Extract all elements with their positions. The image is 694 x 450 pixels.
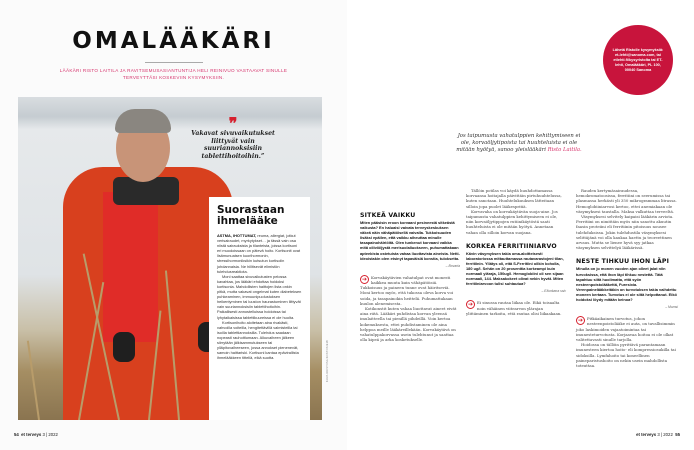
article-paragraph: Kortisonihoito aloitetaan aina rivakästi, vahvoilla voiteilla, hengitettävillä valmisteilla tai isoilla tablettiannoksilla. Tulehdus saadaan nopeasti rauhoittumaan. Alkuvaiheen jälkeen siirrytään jälkisammutukseen tai ylläpitovaiheeseen, jossa annokset pienenevät, samoin haittariski. Kortisoni kantaa epävirallista ihmelääkkeen titteliä, eikä suotta. [217,319,299,361]
column-1 [360,212,460,342]
answer-text: Pitkäaikainen turvotus, johon nesteenpoistolääke ei auta, on tavallisimmin joko laskimoiden vajaatoimintaa tai imunesteturvotusta. Korjaavaa hoitoa ei ole olkat valitettavasti sinulle tarjolla. [576,316,675,342]
photo-grass [27,341,40,420]
photo-shirt [103,192,158,342]
page-number: 54 [14,432,19,437]
reader-question: Miten pääsisin eroon korvaani pesineestä sitkeästä vaikusta? En haluaisi vaivata terveyskeskuksen väkeä näin vähäpätöisellä vaivalla. Tukkoisuuden lisäksi epäilen, että vaikku aiheuttaa minulle tasapainohäiriöitä. Olen tunkenut korvaani vaikka mitä oliiviöljystä merisuolaliuokseen, puhumattakaan apteekista ostetuista vahaa liuottavista aineista. Netti-ideoistakin olen etsinyt tapaväisiä konstia, tuloksetta. [360,220,460,261]
article-lead: ASTMA, IHOTTUMAT, [217,233,257,238]
answer-paragraph [576,316,678,342]
reader-signature: – Bovaria [445,263,460,268]
quote-text: Vakavat sivuvaikutukset liittyvät vain suuriannoksisiin tablettihoitoihin.” [191,130,275,160]
article-paragraph: Moni saattaa sivuvaikutusten pelossa kavahtaa, jos lääkäri ehdottaa hoidoksi kortisonia. Mahdollisten haittojen lista onkin pitkä, mutta vakavat ongelmat kuten diabeteksen puhkeaminen, immuunipuolustuksen heikentyminen tai luuston haurastuminen liittyvät vain suuriannoksisiin tablettihoitoihin. Paikallisesti annostelluissa hoidoissa tai lyhytaikaisissa tablettikuureissa ei ole huolta. [217,273,302,320]
section-heading: SITKEÄ VAIKKU [360,212,416,219]
title-divider [145,62,203,63]
contact-badge [603,25,673,95]
quote-mark-icon: ❞ [228,114,238,133]
arrow-right-icon: ➔ [467,301,474,309]
issue-number: 3 | 2022 [657,432,673,437]
reader-signature: – Ellunkana ssiv [541,289,566,294]
answer-paragraph: Väsymyksesi selvitely kaipaisi lääkärin arviota. Ferritiini on nimittäin myös niin sanottu akuutin faasin proteiini eli ferritiinin pitoisuus nousee tulehduksissa. Jokin tulehdustila väsymyksesi selittäjänä voi olla kaukaa haettu ja teoreettinen arvaus. Mutta se lienee hyvä syy jatkaa väsymyksen selvittelyä lääkärissä. [576,214,674,251]
section-title: OMALÄÄKÄRI [72,28,275,54]
magazine-name: et terveys [636,432,657,437]
column-3 [576,188,678,368]
answer-paragraph [466,300,566,316]
answer-paragraph: Korvavaha on korvakäytävän suoja-aine. Jos taipumusta vahatulppien kehittymiseen ei ole, niin korvaöljytippojen rutiinikäytöstä saati huuhteluista ei ole mitään hyötyä. Annetaan vahan olla silloin korvan suojana. [466,208,558,235]
answer-text: Korvakäytävien vahatulpat ovat monesti kaikkea muuta kuin vähäpätöisiä. Tukkoisuus ja paineen tunne ovat häiritseviä. Moni kertoo myös, että tukossa oleva korva voi soida, ja tasapainokin heittelä. Puhumattakaan kuulon alenemisesta. [360,274,454,306]
page-number: 55 [675,432,680,437]
photo-quote [188,114,278,160]
pull-quote-text: Jos taipumusta vahatulppien kehittymiseen ei ole, korvaöljytipoista tai huuhteluista ei ole mitään hyötyä, sanoo yleislääkäri [456,133,581,153]
reader-question: Kävin väsymyksen takia oma-aloitteisesti laboratoriossa mittauttamassa rautavarastojeni tilan, ferritiinin. Yllätys oli, että S-Ferritiini oilkin koholla, 180 ug/l. Sehän on 20 prosenttia korkeampi kuin normaali yläraja, 150ug/l. Hemoglobiini oli sen sijaan normaali, 144. Maksakokeet olivat nekin hyvät. Miten ferritiiniarvoon tulisi suhtautua? [466,250,564,287]
section-subtitle: LÄÄKÄRI RISTO LAITILA JA RAVITSEMUSASIANTUNTIJA HELI REINIVUO VASTAAVAT SINULLE TERVEYTTÄSI KOSKEVIIN KYSYMYKSIIN. [59,68,288,80]
answer-paragraph: Kotikonstit kuten vahaa liuottavat aineet eivät aina riitä. Lääkäri puhdistaa korvan yleensä imulaitteella tai pienillä pihdeillä. Voin kertoa kokemuksesta, ettei puhdistaminen ole aina helppoa meille lääkäreillekään. Korvakäytävä on vahatulppakorvassa usein tulehtunut ja saattaa olla kipeä ja arka kosketukselle. [360,305,457,343]
photo-glove [113,332,135,362]
article-heading: Suorastaan ihmelääke [217,204,285,227]
section-heading: NESTE TIHKUU IHON LÄPI [576,258,670,266]
arrow-right-icon: ➔ [577,317,584,325]
contact-text: Lähetä Ristolle kysymyksiä: et-lehti@sanoma.com, tai etlehti.fi/kysyristolta tai ET-lehti, Omalääkäri, PL 100, 00040 Sanoma [612,47,664,72]
article-box [209,197,310,420]
pull-quote-name: Risto Laitila. [547,147,582,153]
photo-hair [115,109,171,133]
pull-quote [455,133,583,154]
answer-paragraph: Hoidossa on tällöin pyrittävä parantamaan imunesteen kiertoa hoito- eli kompressiosukilla tai sidoksilla. Lymfahoito tai koneellinen paineparistushoito on nekin usein mahdollista toteuttaa. [576,342,676,368]
column-2 [466,188,566,316]
magazine-name: et terveys [21,432,42,437]
reader-signature: – Mumsi [665,305,678,310]
answer-paragraph: Rauden kertymäsairaudessa, hemokromatoosissa, ferritiini on seerumissa tai plasmassa herkästi yli 350 mikrogrammaa litrassa. Hemoglobiiniarvosi kertoo, ettei anemiakaan ole väsymyksesi taustalla. Maksa valkuttaa terveeltä. [576,188,677,214]
issue-number: 3 | 2022 [42,432,58,437]
answer-text: Ei sinussa rautaa liikaa ole. Eikä toisaalta noin vähäinen viitearvon ylärajan ylittäminen tarkoita, että rautaa olisi liikaakaan. [466,300,562,316]
answer-paragraph [360,275,460,306]
section-heading: KORKEA FERRITIINIARVO [466,242,557,250]
arrow-right-icon: ➔ [361,275,368,283]
photo-credit: KUVA KRISTIINA KONTONIEMI [326,340,329,383]
left-folio [14,432,58,437]
reader-question: Minulla on jo monen vuoden ajan olleet jalat niin turvoksissa, että ihon läpi tihkuu nestettä. Tätä tapahtuu siitä huolimatta, että syön nesteenpoistolääkettä, Furesixia. Verenpainelääkkeitäkin on turvotuksen takia vaihdettu moneen kertaan. Turvotus ei ole siitä helpottanut. Eikö hoidoksi löydy mitään keinoa? [576,266,677,302]
right-folio [636,432,680,437]
article-text: reuma, allergiat, jotkut verisairaudet, myrkytykset… ja tässä vain osa niistä sairauksista ja tilanteista, joissa kortisoni eri muodoissaan on pätevä hoito. Kortisonit ovat lisämunuaisen kuorihormonin, stressihormoniksikin kutsutun kortisolin johdannaisia. Ne hillitsevät elimistön tulehdusreaktiota. [217,233,301,274]
answer-paragraph: Tällöin potilas voi käydä huuhdottamassa korvaansa hoitajalla päivittäin pirtuhuuhtelussa, kuten sanotaan. Huuhtelukuuksen lätteitaan silloin jopa puolet lääkespritiä. [466,188,562,209]
article-paragraph [217,233,302,274]
